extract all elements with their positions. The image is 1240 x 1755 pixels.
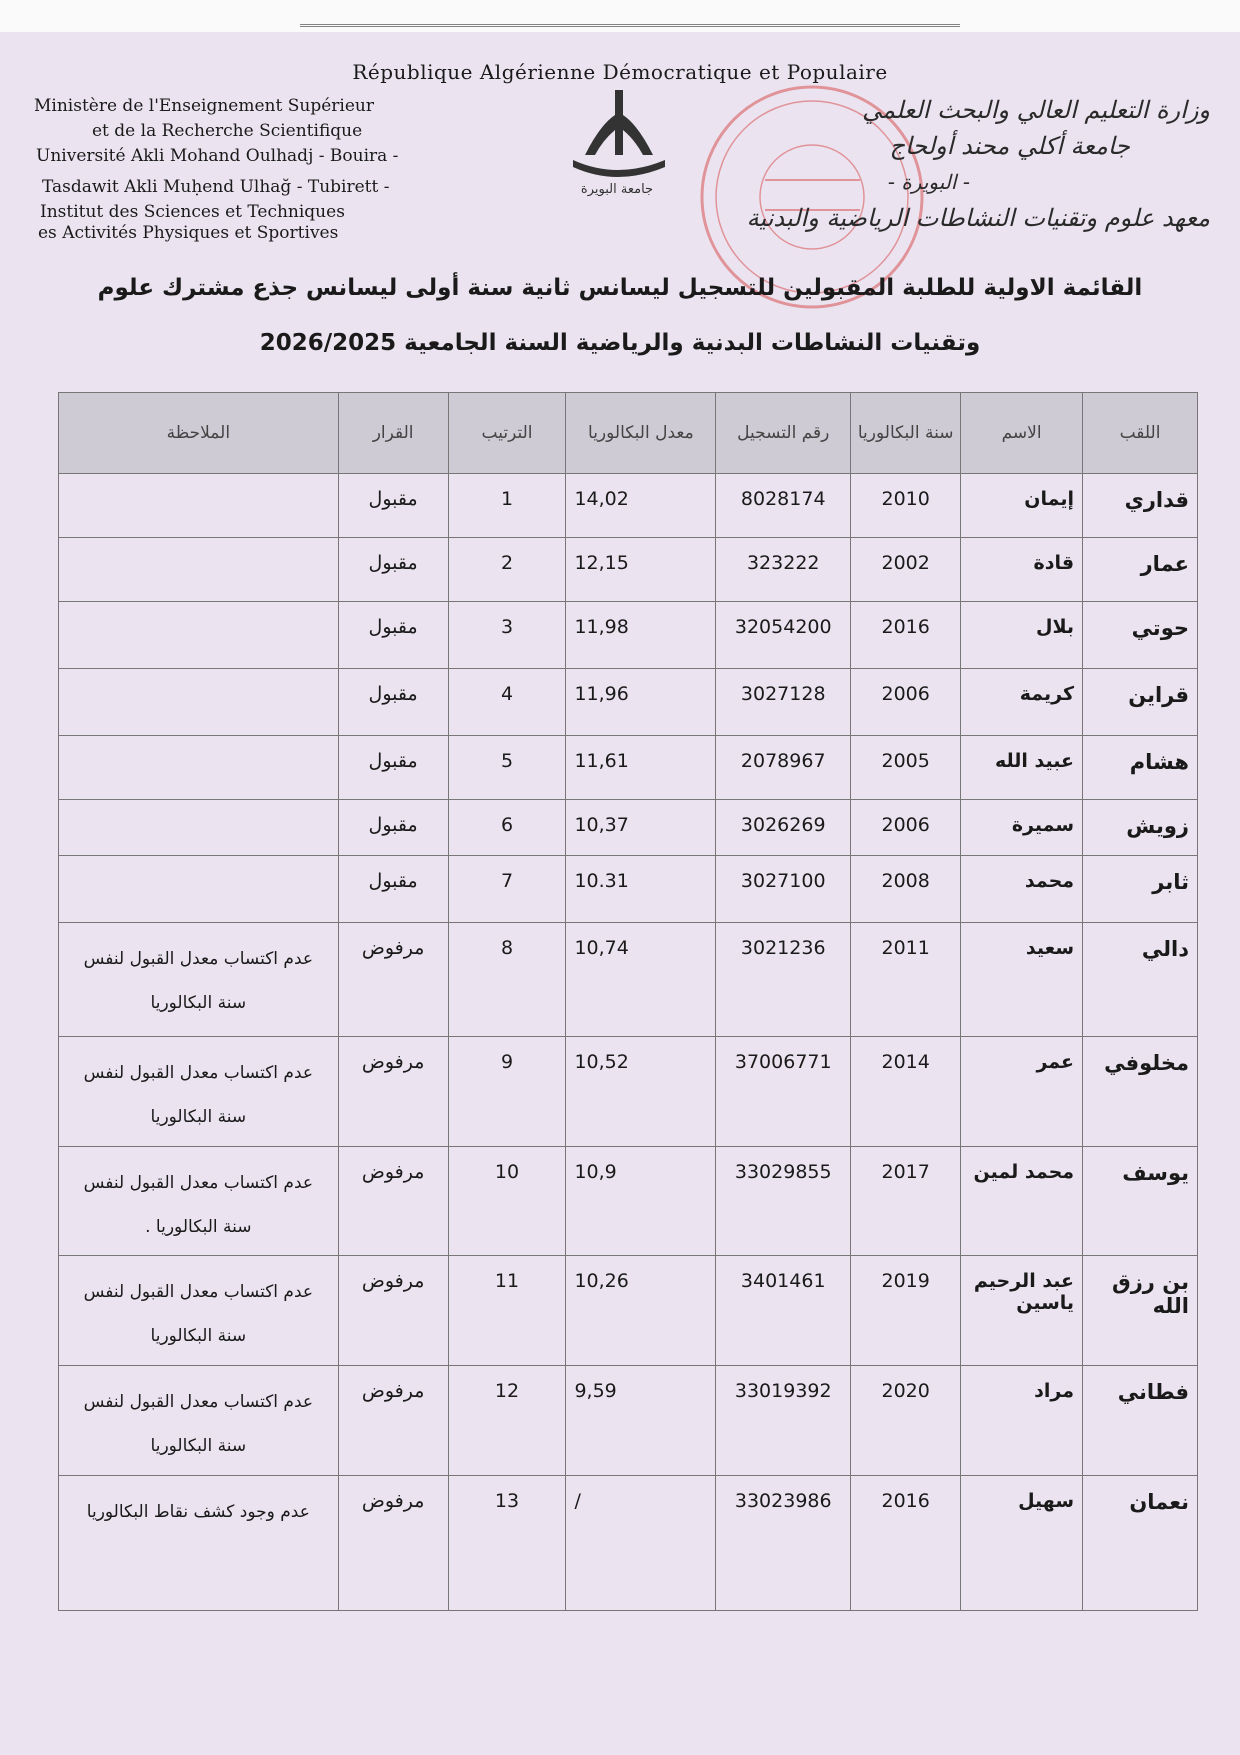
cell-registration: 33029855 — [716, 1147, 851, 1256]
cell-registration: 3026269 — [716, 800, 851, 856]
cell-bac-year: 2006 — [851, 800, 961, 856]
logo-caption: جامعة البويرة — [580, 182, 654, 197]
cell-decision: مرفوض — [338, 923, 448, 1037]
cell-bac-year: 2014 — [851, 1037, 961, 1147]
cell-firstname: سهيل — [961, 1476, 1083, 1611]
university-line: Université Akli Mohand Oulhadj - Bouira - — [36, 146, 399, 166]
university-ar: جامعة أكلي محند أولحاج — [889, 132, 1130, 160]
cell-firstname: قادة — [961, 538, 1083, 602]
cell-note: عدم اكتساب معدل القبول لنفس سنة البكالوريا — [59, 923, 339, 1037]
cell-registration: 3021236 — [716, 923, 851, 1037]
cell-surname: قداري — [1083, 474, 1198, 538]
cell-decision: مقبول — [338, 538, 448, 602]
cell-firstname: محمد — [961, 856, 1083, 923]
col-header-firstname: الاسم — [961, 393, 1083, 474]
cell-rank: 7 — [448, 856, 566, 923]
cell-decision: مرفوض — [338, 1366, 448, 1476]
cell-registration: 3027128 — [716, 669, 851, 736]
cell-decision: مرفوض — [338, 1037, 448, 1147]
cell-decision: مقبول — [338, 800, 448, 856]
cell-note: عدم وجود كشف نقاط البكالوريا — [59, 1476, 339, 1611]
cell-registration: 3027100 — [716, 856, 851, 923]
cell-bac-year: 2011 — [851, 923, 961, 1037]
cell-firstname: إيمان — [961, 474, 1083, 538]
table-row — [59, 669, 1198, 736]
table-row — [59, 1037, 1198, 1147]
cell-surname: نعمان — [1083, 1476, 1198, 1611]
cell-surname: هشام — [1083, 736, 1198, 800]
cell-surname: عمار — [1083, 538, 1198, 602]
institute-ar: معهد علوم وتقنيات النشاطات الرياضية والبدنية — [746, 204, 1210, 232]
cell-bac-year: 2019 — [851, 1256, 961, 1366]
cell-decision: مرفوض — [338, 1256, 448, 1366]
cell-bac-year: 2010 — [851, 474, 961, 538]
ministry-line-2: et de la Recherche Scientifique — [92, 121, 363, 141]
cell-rank: 4 — [448, 669, 566, 736]
cell-note: عدم اكتساب معدل القبول لنفس سنة البكالوريا — [59, 1256, 339, 1366]
cell-bac-average: 11,98 — [566, 602, 716, 669]
cell-note — [59, 800, 339, 856]
cell-firstname: سميرة — [961, 800, 1083, 856]
cell-bac-year: 2002 — [851, 538, 961, 602]
cell-registration: 37006771 — [716, 1037, 851, 1147]
city-ar: - البويرة - — [887, 170, 970, 194]
cell-note — [59, 474, 339, 538]
table-row — [59, 923, 1198, 1037]
table-row — [59, 856, 1198, 923]
document-title-line-1: القائمة الاولية للطلبة المقبولين للتسجيل ليسانس ثانية سنة أولى ليسانس جذع مشترك علوم — [97, 275, 1143, 301]
cell-bac-year: 2020 — [851, 1366, 961, 1476]
cell-note: عدم اكتساب معدل القبول لنفس سنة البكالوريا . — [59, 1147, 339, 1256]
cell-bac-average: 10,37 — [566, 800, 716, 856]
cell-registration: 2078967 — [716, 736, 851, 800]
french-letterhead — [34, 94, 494, 246]
cell-note: عدم اكتساب معدل القبول لنفس سنة البكالوريا — [59, 1366, 339, 1476]
cell-bac-average: 10,52 — [566, 1037, 716, 1147]
cell-registration: 8028174 — [716, 474, 851, 538]
cell-rank: 6 — [448, 800, 566, 856]
table-row — [59, 602, 1198, 669]
header-rule — [300, 24, 960, 39]
cell-bac-year: 2006 — [851, 669, 961, 736]
institute-line-2: es Activités Physiques et Sportives — [38, 223, 339, 243]
table-row — [59, 1256, 1198, 1366]
cell-note: عدم اكتساب معدل القبول لنفس سنة البكالوريا — [59, 1037, 339, 1147]
cell-surname: مخلوفي — [1083, 1037, 1198, 1147]
cell-bac-average: 10.31 — [566, 856, 716, 923]
table-row — [59, 1476, 1198, 1611]
cell-rank: 12 — [448, 1366, 566, 1476]
cell-bac-average: 11,61 — [566, 736, 716, 800]
cell-bac-average: 12,15 — [566, 538, 716, 602]
university-logo — [565, 85, 670, 200]
ministry-ar: وزارة التعليم العالي والبحث العلمي — [862, 96, 1210, 124]
table-row — [59, 1366, 1198, 1476]
cell-rank: 10 — [448, 1147, 566, 1256]
institute-line-1: Institut des Sciences et Techniques — [40, 202, 345, 222]
republic-title: République Algérienne Démocratique et Populaire — [352, 60, 888, 84]
cell-decision: مرفوض — [338, 1476, 448, 1611]
cell-rank: 1 — [448, 474, 566, 538]
col-header-surname: اللقب — [1083, 393, 1198, 474]
cell-decision: مقبول — [338, 669, 448, 736]
cell-rank: 5 — [448, 736, 566, 800]
cell-surname: دالي — [1083, 923, 1198, 1037]
cell-bac-year: 2005 — [851, 736, 961, 800]
cell-bac-average: 9,59 — [566, 1366, 716, 1476]
cell-decision: مقبول — [338, 856, 448, 923]
cell-registration: 33019392 — [716, 1366, 851, 1476]
table-row — [59, 800, 1198, 856]
cell-rank: 11 — [448, 1256, 566, 1366]
cell-rank: 9 — [448, 1037, 566, 1147]
cell-registration: 3401461 — [716, 1256, 851, 1366]
cell-bac-average: 14,02 — [566, 474, 716, 538]
cell-surname: حوتي — [1083, 602, 1198, 669]
cell-bac-year: 2017 — [851, 1147, 961, 1256]
admissions-table — [58, 392, 1198, 1611]
cell-registration: 33023986 — [716, 1476, 851, 1611]
cell-bac-average: 10,74 — [566, 923, 716, 1037]
table-row — [59, 474, 1198, 538]
cell-surname: بن رزق الله — [1083, 1256, 1198, 1366]
col-header-decision: القرار — [338, 393, 448, 474]
university-tamazight-line: Tasdawit Akli Muḥend Ulhağ - Tubirett - — [42, 177, 390, 197]
cell-bac-average: 10,9 — [566, 1147, 716, 1256]
ministry-line-1: Ministère de l'Enseignement Supérieur — [34, 96, 374, 116]
cell-surname: قراين — [1083, 669, 1198, 736]
cell-registration: 323222 — [716, 538, 851, 602]
cell-surname: زويش — [1083, 800, 1198, 856]
cell-decision: مقبول — [338, 474, 448, 538]
cell-bac-year: 2008 — [851, 856, 961, 923]
cell-note — [59, 856, 339, 923]
cell-bac-year: 2016 — [851, 602, 961, 669]
cell-bac-average: 10,26 — [566, 1256, 716, 1366]
cell-firstname: بلال — [961, 602, 1083, 669]
cell-bac-year: 2016 — [851, 1476, 961, 1611]
table-header-row — [59, 393, 1198, 474]
cell-rank: 13 — [448, 1476, 566, 1611]
cell-note — [59, 669, 339, 736]
cell-firstname: مراد — [961, 1366, 1083, 1476]
cell-bac-average: / — [566, 1476, 716, 1611]
cell-rank: 3 — [448, 602, 566, 669]
cell-bac-average: 11,96 — [566, 669, 716, 736]
col-header-rank: الترتيب — [448, 393, 566, 474]
col-header-note: الملاحظة — [59, 393, 339, 474]
cell-firstname: محمد لمين — [961, 1147, 1083, 1256]
col-header-bac-average: معدل البكالوريا — [566, 393, 716, 474]
table-row — [59, 538, 1198, 602]
cell-rank: 2 — [448, 538, 566, 602]
cell-firstname: عمر — [961, 1037, 1083, 1147]
table-row — [59, 736, 1198, 800]
cell-rank: 8 — [448, 923, 566, 1037]
col-header-bac-year: سنة البكالوريا — [851, 393, 961, 474]
cell-note — [59, 602, 339, 669]
cell-surname: يوسف — [1083, 1147, 1198, 1256]
cell-surname: فطاني — [1083, 1366, 1198, 1476]
cell-decision: مرفوض — [338, 1147, 448, 1256]
cell-decision: مقبول — [338, 736, 448, 800]
cell-firstname: سعيد — [961, 923, 1083, 1037]
document-title-line-2: وتقنيات النشاطات البدنية والرياضية السنة الجامعية 2026/2025 — [259, 330, 981, 356]
cell-note — [59, 538, 339, 602]
cell-firstname: كريمة — [961, 669, 1083, 736]
cell-registration: 32054200 — [716, 602, 851, 669]
col-header-registration: رقم التسجيل — [716, 393, 851, 474]
cell-firstname: عبيد الله — [961, 736, 1083, 800]
cell-decision: مقبول — [338, 602, 448, 669]
table-row — [59, 1147, 1198, 1256]
arabic-letterhead — [690, 92, 1210, 236]
cell-surname: ثابر — [1083, 856, 1198, 923]
cell-firstname: عبد الرحيم ياسين — [961, 1256, 1083, 1366]
cell-note — [59, 736, 339, 800]
